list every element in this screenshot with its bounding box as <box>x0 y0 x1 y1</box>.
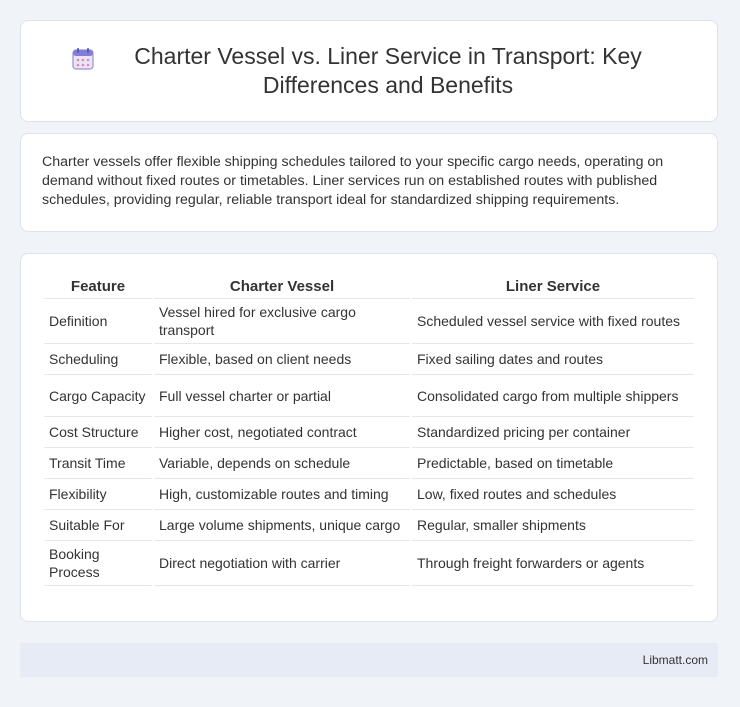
charter-cell: Higher cost, negotiated contract <box>154 417 410 448</box>
feature-cell: Cost Structure <box>44 417 152 448</box>
table-row <box>44 479 694 510</box>
header-charter-vessel: Charter Vessel <box>154 274 410 299</box>
liner-cell: Predictable, based on timetable <box>412 448 694 479</box>
table-row <box>44 375 694 417</box>
title-card <box>20 20 718 122</box>
table-row <box>44 417 694 448</box>
feature-cell: Flexibility <box>44 479 152 510</box>
table-header-row <box>44 274 694 299</box>
charter-cell: High, customizable routes and timing <box>154 479 410 510</box>
feature-cell: Scheduling <box>44 344 152 375</box>
table-row <box>44 299 694 344</box>
header-liner-service: Liner Service <box>412 274 694 299</box>
table-row <box>44 541 694 586</box>
comparison-table <box>42 274 696 586</box>
charter-cell: Large volume shipments, unique cargo <box>154 510 410 541</box>
feature-cell: Cargo Capacity <box>44 375 152 417</box>
charter-cell: Vessel hired for exclusive cargo transport <box>154 299 410 344</box>
calendar-icon <box>70 46 96 72</box>
liner-cell: Standardized pricing per container <box>412 417 694 448</box>
footer-site-link[interactable]: Libmatt.com <box>642 653 708 667</box>
liner-cell: Low, fixed routes and schedules <box>412 479 694 510</box>
title-wrap <box>70 42 668 100</box>
charter-cell: Variable, depends on schedule <box>154 448 410 479</box>
liner-cell: Through freight forwarders or agents <box>412 541 694 586</box>
liner-cell: Fixed sailing dates and routes <box>412 344 694 375</box>
header-feature: Feature <box>44 274 152 299</box>
feature-cell: Suitable For <box>44 510 152 541</box>
charter-cell: Flexible, based on client needs <box>154 344 410 375</box>
table-row <box>44 510 694 541</box>
liner-cell: Regular, smaller shipments <box>412 510 694 541</box>
footer <box>20 643 718 677</box>
feature-cell: Transit Time <box>44 448 152 479</box>
feature-cell: Booking Process <box>44 541 152 586</box>
feature-cell: Definition <box>44 299 152 344</box>
intro-paragraph: Charter vessels offer flexible shipping schedules tailored to your specific cargo needs, operating on demand without fixed routes or timetables. Liner services run on established routes with published schedules, providing regular, reliable transport ideal for standardized shipping requirements. <box>42 154 664 208</box>
liner-cell: Consolidated cargo from multiple shippers <box>412 375 694 417</box>
table-row <box>44 448 694 479</box>
table-card <box>20 253 718 622</box>
intro-card <box>20 133 718 232</box>
page-title: Charter Vessel vs. Liner Service in Transport: Key Differences and Benefits <box>134 43 642 98</box>
table-row <box>44 344 694 375</box>
charter-cell: Full vessel charter or partial <box>154 375 410 417</box>
liner-cell: Scheduled vessel service with fixed routes <box>412 299 694 344</box>
charter-cell: Direct negotiation with carrier <box>154 541 410 586</box>
